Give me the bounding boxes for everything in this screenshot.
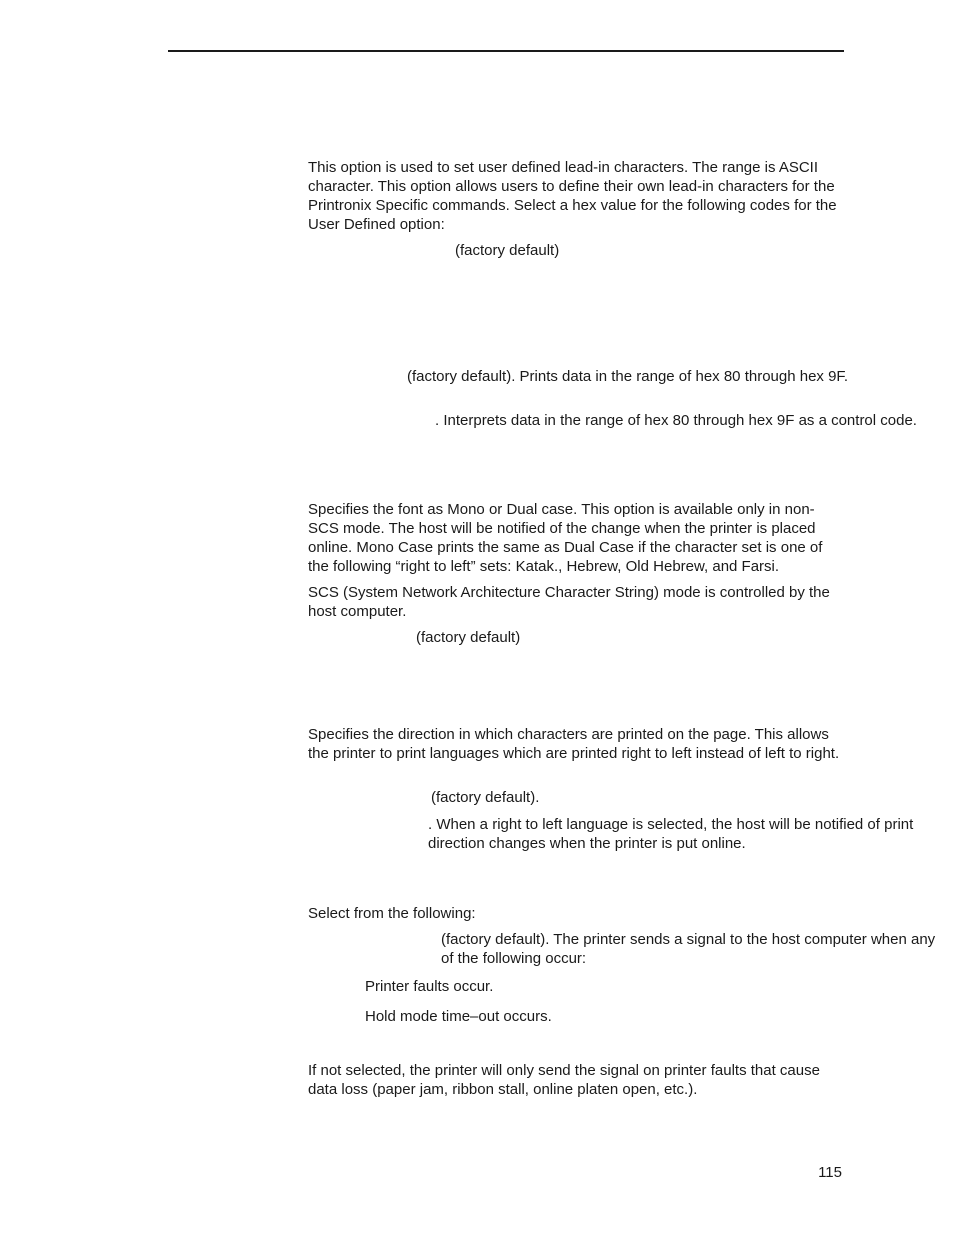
font-case-description: Specifies the font as Mono or Dual case. This option is available only in non-SCS mode. The host will be notified of the change when the printer is placed online. Mono Case prints the same as Dual Case if the character set is one of the following “right to left” sets: Katak., Hebrew, Old Hebrew, and Farsi. [308, 501, 823, 575]
font-case-default: (factory default) [416, 629, 521, 646]
signal-item-hold-mode: Hold mode time–out occurs. [365, 1008, 552, 1025]
user-defined-default: (factory default) [455, 242, 560, 259]
signal-intro: Select from the following: [308, 905, 476, 922]
page-number: 115 [818, 1164, 842, 1181]
control-code-option-1: (factory default). Prints data in the range of hex 80 through hex 9F. [407, 368, 849, 385]
print-direction-description: Specifies the direction in which characters are printed on the page. This allows the printer to print languages which are printed right to left instead of left to right. [308, 726, 840, 762]
signal-option-1: (factory default). The printer sends a signal to the host computer when any of the following occur: [441, 931, 936, 967]
scs-note: SCS (System Network Architecture Character String) mode is controlled by the host computer. [308, 584, 830, 620]
print-direction-option-2: . When a right to left language is selected, the host will be notified of print direction changes when the printer is put online. [428, 816, 914, 852]
control-code-option-2: . Interprets data in the range of hex 80 through hex 9F as a control code. [435, 412, 917, 429]
print-direction-option-1: (factory default). [431, 789, 540, 806]
signal-not-selected: If not selected, the printer will only send the signal on printer faults that cause data loss (paper jam, ribbon stall, online platen open, etc.). [308, 1062, 820, 1098]
header-rule [168, 50, 844, 52]
user-defined-intro: This option is used to set user defined lead-in characters. The range is ASCII character. This option allows users to define their own lead-in characters for the Printronix Specific commands. Select a hex value for the following codes for the User Defined option: [308, 159, 837, 233]
signal-item-printer-faults: Printer faults occur. [365, 978, 494, 995]
